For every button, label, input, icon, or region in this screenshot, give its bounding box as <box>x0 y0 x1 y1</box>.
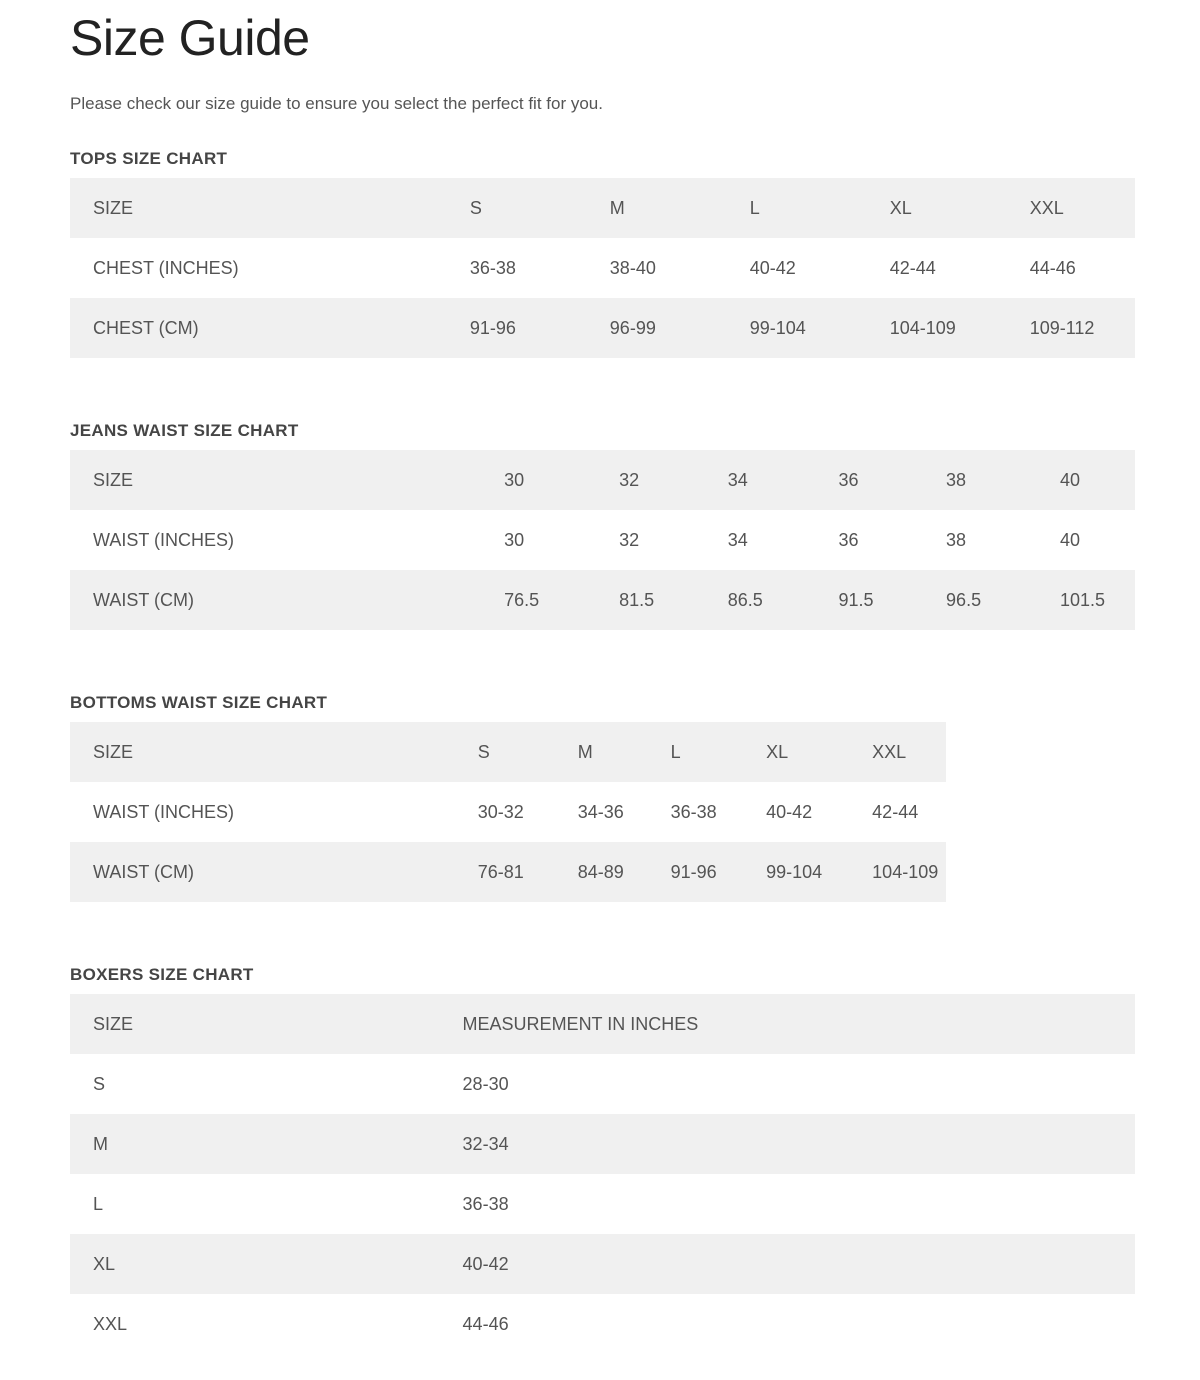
boxers-size-chart-section <box>70 965 1135 1354</box>
boxers-value-cell: 40-42 <box>462 1253 509 1274</box>
jeans-value-cell: 38 <box>946 529 967 550</box>
bottoms-value-cell: 91-96 <box>670 861 717 882</box>
bottoms-column-header-cell: M <box>577 741 593 762</box>
bottoms-table-row <box>70 782 946 842</box>
bottoms-value-cell: 42-44 <box>872 801 919 822</box>
tops-value-cell: 96-99 <box>609 317 656 338</box>
boxers-table-row <box>70 1294 1135 1354</box>
boxers-value-cell: 32-34 <box>462 1133 509 1154</box>
jeans-value-cell: 101.5 <box>1060 589 1106 610</box>
bottoms-column-header-cell: SIZE <box>93 741 134 762</box>
tops-value-cell: 104-109 <box>889 317 956 338</box>
tops-column-header-cell: XXL <box>1029 197 1064 218</box>
bottoms-waist-size-chart-section <box>70 693 1135 902</box>
tops-value-cell: 44-46 <box>1029 257 1076 278</box>
boxers-chart-heading: BOXERS SIZE CHART <box>70 965 254 984</box>
bottoms-chart-heading: BOTTOMS WAIST SIZE CHART <box>70 693 328 712</box>
boxers-table-row <box>70 994 1135 1054</box>
jeans-value-cell: 86.5 <box>727 589 763 610</box>
tops-table-row <box>70 298 1135 358</box>
boxers-value-cell: 36-38 <box>462 1193 509 1214</box>
jeans-value-cell: 36 <box>838 529 859 550</box>
jeans-value-cell: 40 <box>1060 529 1081 550</box>
jeans-value-cell: 91.5 <box>838 589 874 610</box>
page-title: Size Guide <box>70 10 310 66</box>
jeans-column-header-cell: 34 <box>727 469 748 490</box>
tops-table-row <box>70 238 1135 298</box>
jeans-value-cell: 81.5 <box>619 589 655 610</box>
tops-column-header-cell: M <box>609 197 625 218</box>
tops-size-table <box>70 178 1135 358</box>
bottoms-value-cell: 34-36 <box>577 801 624 822</box>
bottoms-waist-size-table <box>70 722 946 902</box>
bottoms-value-cell: 40-42 <box>766 801 813 822</box>
boxers-column-header-cell: MEASUREMENT IN INCHES <box>462 1013 699 1034</box>
jeans-waist-size-table <box>70 450 1135 630</box>
boxers-column-header-cell: SIZE <box>93 1013 134 1034</box>
jeans-table-row <box>70 450 1135 510</box>
tops-table-row <box>70 178 1135 238</box>
jeans-column-header-cell: 38 <box>946 469 967 490</box>
bottoms-value-cell: 84-89 <box>577 861 624 882</box>
boxers-table-row <box>70 1234 1135 1294</box>
tops-value-cell: 91-96 <box>469 317 516 338</box>
jeans-column-header-cell: SIZE <box>93 469 134 490</box>
tops-value-cell: 36-38 <box>469 257 516 278</box>
jeans-value-cell: 96.5 <box>946 589 982 610</box>
tops-chart-heading: TOPS SIZE CHART <box>70 149 228 168</box>
jeans-table-row <box>70 570 1135 630</box>
bottoms-column-header-cell: S <box>477 741 490 762</box>
bottoms-row-label-cell: WAIST (INCHES) <box>93 801 235 822</box>
bottoms-value-cell: 36-38 <box>670 801 717 822</box>
boxers-size-table <box>70 994 1135 1354</box>
boxers-value-cell: 44-46 <box>462 1313 509 1334</box>
jeans-row-label-cell: WAIST (INCHES) <box>93 529 235 550</box>
boxers-row-label-cell: XXL <box>93 1313 128 1334</box>
tops-row-label-cell: CHEST (CM) <box>93 317 199 338</box>
tops-value-cell: 99-104 <box>749 317 806 338</box>
tops-value-cell: 109-112 <box>1029 317 1095 338</box>
bottoms-table-row <box>70 842 946 902</box>
bottoms-value-cell: 30-32 <box>477 801 524 822</box>
jeans-column-header-cell: 32 <box>619 469 640 490</box>
bottoms-column-header-cell: XL <box>766 741 789 762</box>
bottoms-value-cell: 76-81 <box>477 861 524 882</box>
tops-column-header-cell: XL <box>889 197 912 218</box>
boxers-row-label-cell: S <box>93 1073 106 1094</box>
jeans-waist-size-chart-section <box>70 421 1135 630</box>
bottoms-value-cell: 104-109 <box>872 861 939 882</box>
jeans-row-label-cell: WAIST (CM) <box>93 589 194 610</box>
jeans-value-cell: 76.5 <box>504 589 540 610</box>
tops-column-header-cell: L <box>749 197 760 218</box>
boxers-table-row <box>70 1174 1135 1234</box>
boxers-table-row <box>70 1114 1135 1174</box>
tops-row-label-cell: CHEST (INCHES) <box>93 257 239 278</box>
tops-value-cell: 40-42 <box>749 257 796 278</box>
page-subtitle: Please check our size guide to ensure you select the perfect fit for you. <box>70 94 603 113</box>
boxers-value-cell: 28-30 <box>462 1073 509 1094</box>
tops-size-chart-section <box>70 149 1135 358</box>
boxers-row-label-cell: L <box>93 1193 104 1214</box>
size-guide-page <box>0 8 1200 1380</box>
jeans-table-row <box>70 510 1135 570</box>
bottoms-column-header-cell: L <box>670 741 681 762</box>
bottoms-value-cell: 99-104 <box>766 861 823 882</box>
tops-value-cell: 38-40 <box>609 257 656 278</box>
bottoms-column-header-cell: XXL <box>872 741 907 762</box>
jeans-column-header-cell: 36 <box>838 469 859 490</box>
bottoms-table-row <box>70 722 946 782</box>
boxers-row-label-cell: M <box>93 1133 108 1154</box>
jeans-value-cell: 34 <box>727 529 748 550</box>
jeans-column-header-cell: 30 <box>504 469 525 490</box>
tops-value-cell: 42-44 <box>889 257 936 278</box>
jeans-value-cell: 32 <box>619 529 640 550</box>
jeans-column-header-cell: 40 <box>1060 469 1081 490</box>
boxers-table-row <box>70 1054 1135 1114</box>
tops-column-header-cell: SIZE <box>93 197 134 218</box>
jeans-chart-heading: JEANS WAIST SIZE CHART <box>70 421 299 440</box>
bottoms-row-label-cell: WAIST (CM) <box>93 861 194 882</box>
jeans-value-cell: 30 <box>504 529 525 550</box>
tops-column-header-cell: S <box>469 197 482 218</box>
boxers-row-label-cell: XL <box>93 1253 116 1274</box>
